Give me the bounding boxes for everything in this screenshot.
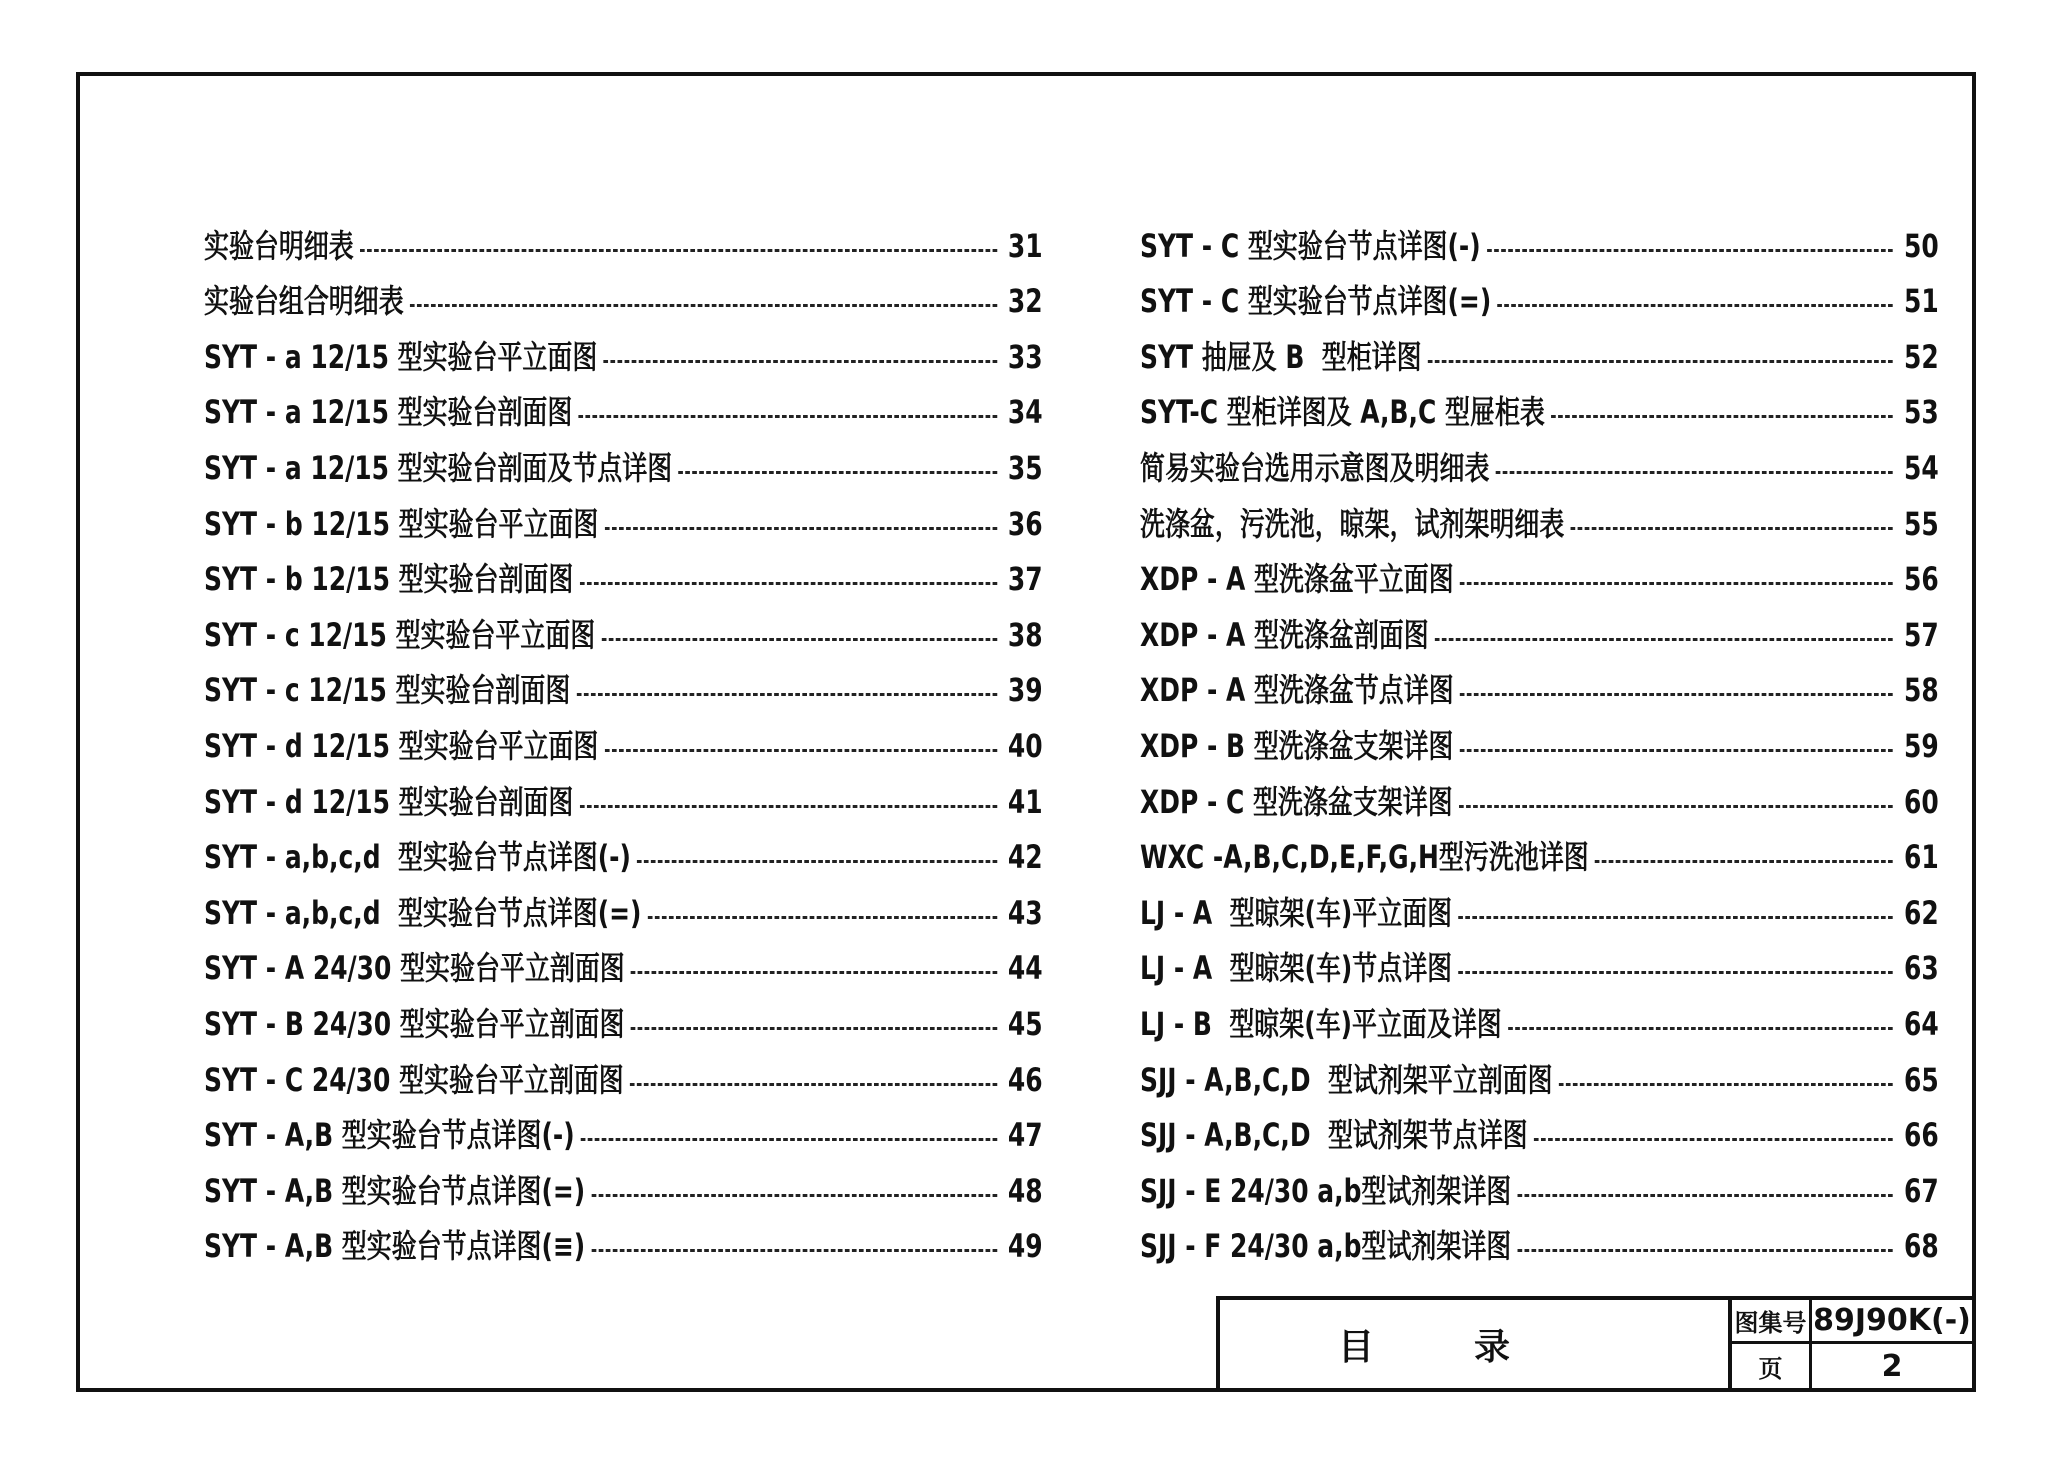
toc-entry-page: 53 [1903, 393, 1939, 432]
toc-entry-page: 49 [1007, 1227, 1043, 1266]
toc-entry-title: SYT - C 型实验台节点详图(-) [1140, 226, 1481, 265]
toc-entry-title: SYT - a,b,c,d 型实验台节点详图(=) [204, 893, 642, 932]
toc-entry [1140, 1207, 1939, 1266]
toc-entry [1140, 1040, 1939, 1099]
dashed-leader [1551, 415, 1893, 418]
toc-entry-page: 61 [1903, 838, 1939, 877]
toc-entry [204, 651, 1043, 710]
toc-entry-title: SYT - C 型实验台节点详图(=) [1140, 282, 1492, 321]
toc-entry [1140, 706, 1939, 765]
title-block-title: 目录 [1220, 1300, 1732, 1388]
toc-entry-page: 32 [1007, 282, 1043, 321]
toc-entry-title: SYT - a,b,c,d 型实验台节点详图(-) [204, 838, 631, 877]
toc-entry-page: 63 [1903, 949, 1939, 988]
atlas-number-value: 89J90K(-) [1812, 1300, 1972, 1344]
toc-entry-page: 68 [1903, 1227, 1939, 1266]
toc-entry [204, 373, 1043, 432]
toc-entry [204, 762, 1043, 821]
page-number-value: 2 [1881, 1348, 1903, 1384]
toc-entry-page: 59 [1903, 726, 1939, 765]
toc-entry-title: SYT - A,B 型实验台节点详图(≡) [204, 1227, 586, 1266]
dashed-leader [605, 749, 997, 752]
toc-entry-page: 39 [1007, 671, 1043, 710]
toc-entry-title: LJ - B 型晾架(车)平立面及详图 [1140, 1004, 1502, 1043]
toc-entry-page: 67 [1903, 1171, 1939, 1210]
toc-entry-page: 60 [1903, 782, 1939, 821]
toc-entry [204, 984, 1043, 1043]
toc-entry-page: 64 [1903, 1004, 1939, 1043]
toc-entry-page: 42 [1007, 838, 1043, 877]
toc-entry [204, 706, 1043, 765]
toc-entry-page: 34 [1007, 393, 1043, 432]
toc-entry-page: 40 [1007, 726, 1043, 765]
toc-entry [204, 1151, 1043, 1210]
toc-entry-page: 50 [1903, 226, 1939, 265]
toc-entry-page: 45 [1007, 1004, 1043, 1043]
toc-entry-title: XDP - A 型洗涤盆节点详图 [1140, 671, 1454, 710]
toc-entry [204, 262, 1043, 321]
toc-entry-title: 洗涤盆，污洗池，晾架，试剂架明细表 [1140, 504, 1565, 543]
toc-entry [1140, 984, 1939, 1043]
dashed-leader [631, 1027, 997, 1030]
dashed-leader [1518, 1249, 1894, 1252]
toc-entry-page: 52 [1903, 337, 1939, 376]
toc-entry-page: 66 [1903, 1116, 1939, 1155]
toc-entry [1140, 929, 1939, 988]
toc-entry [204, 1040, 1043, 1099]
dashed-leader [1487, 249, 1893, 252]
toc-entry-page: 37 [1007, 560, 1043, 599]
toc-entry-title: SJJ - F 24/30 a,b型试剂架详图 [1140, 1227, 1512, 1266]
dashed-leader [580, 582, 997, 585]
toc-entry-title: XDP - A 型洗涤盆剖面图 [1140, 615, 1429, 654]
toc-entry-title: SYT - A 24/30 型实验台平立剖面图 [204, 949, 625, 988]
toc-entry-title: SYT - C 24/30 型实验台平立剖面图 [204, 1060, 624, 1099]
toc-entry-page: 62 [1903, 893, 1939, 932]
dashed-leader [648, 916, 997, 919]
dashed-leader [1460, 582, 1893, 585]
toc-entry [204, 428, 1043, 487]
toc-entry-page: 36 [1007, 504, 1043, 543]
toc-entry [204, 929, 1043, 988]
dashed-leader [631, 971, 997, 974]
toc-entry-page: 41 [1007, 782, 1043, 821]
toc-entry-page: 56 [1903, 560, 1939, 599]
dashed-leader [1518, 1194, 1894, 1197]
toc-entry-title: XDP - B 型洗涤盆支架详图 [1140, 726, 1454, 765]
dashed-leader [1460, 749, 1893, 752]
toc-right-column [1140, 206, 1940, 1266]
toc-entry [1140, 428, 1939, 487]
toc-entry [204, 595, 1043, 654]
toc-entry-page: 35 [1007, 448, 1043, 487]
dashed-leader [360, 249, 997, 252]
toc-entry-title: SJJ - E 24/30 a,b型试剂架详图 [1140, 1171, 1512, 1210]
toc-entry [1140, 1151, 1939, 1210]
dashed-leader [604, 360, 997, 363]
toc-entry-page: 44 [1007, 949, 1043, 988]
toc-entry-page: 33 [1007, 337, 1043, 376]
dashed-leader [1534, 1138, 1893, 1141]
dashed-leader [591, 1194, 997, 1197]
toc-entry [204, 317, 1043, 376]
toc-entry-page: 46 [1007, 1060, 1043, 1099]
dashed-leader [1459, 805, 1893, 808]
page-label: 页 [1732, 1344, 1812, 1388]
toc-entry [204, 1207, 1043, 1266]
toc-entry [204, 206, 1043, 265]
toc-entry-title: 实验台明细表 [204, 226, 354, 265]
toc-entry [204, 873, 1043, 932]
dashed-leader [1559, 1083, 1893, 1086]
toc-entry [204, 818, 1043, 877]
toc-entry [1140, 762, 1939, 821]
toc-entry-title: SYT - A,B 型实验台节点详图(=) [204, 1171, 586, 1210]
toc-entry-page: 31 [1007, 226, 1043, 265]
dashed-leader [637, 860, 997, 863]
toc-entry-title: SYT - d 12/15 型实验台剖面图 [204, 782, 574, 821]
toc-entry-page: 51 [1903, 282, 1939, 321]
toc-entry [1140, 373, 1939, 432]
toc-entry-title: XDP - A 型洗涤盆平立面图 [1140, 560, 1454, 599]
toc-entry [1140, 317, 1939, 376]
toc-entry [1140, 595, 1939, 654]
toc-entry-title: SYT-C 型柜详图及 A,B,C 型屉柜表 [1140, 393, 1545, 432]
dashed-leader [580, 805, 997, 808]
dashed-leader [577, 693, 997, 696]
toc-entry-title: SYT - b 12/15 型实验台平立面图 [204, 504, 599, 543]
atlas-number-label: 图集号 [1732, 1300, 1812, 1344]
toc-entry-title: WXC -A,B,C,D,E,F,G,H型污洗池详图 [1140, 838, 1589, 877]
toc-entry-page: 65 [1903, 1060, 1939, 1099]
dashed-leader [1460, 693, 1893, 696]
toc-left-column [204, 206, 1044, 1266]
toc-entry-title: LJ - A 型晾架(车)平立面图 [1140, 893, 1453, 932]
dashed-leader [579, 415, 997, 418]
toc-entry-title: SYT - b 12/15 型实验台剖面图 [204, 560, 574, 599]
toc-entry-title: 简易实验台选用示意图及明细表 [1140, 448, 1490, 487]
toc-entry-title: SYT - B 24/30 型实验台平立剖面图 [204, 1004, 625, 1043]
toc-entry [1140, 1096, 1939, 1155]
toc-entry-page: 58 [1903, 671, 1939, 710]
dashed-leader [602, 638, 997, 641]
dashed-leader [581, 1138, 997, 1141]
toc-entry-title: 实验台组合明细表 [204, 282, 404, 321]
toc-entry [204, 540, 1043, 599]
dashed-leader [410, 304, 997, 307]
toc-entry [204, 1096, 1043, 1155]
toc-entry-page: 54 [1903, 448, 1939, 487]
toc-entry-title: SYT - c 12/15 型实验台剖面图 [204, 671, 571, 710]
dashed-leader [630, 1083, 997, 1086]
toc-entry-page: 38 [1007, 615, 1043, 654]
toc-entry-title: SJJ - A,B,C,D 型试剂架节点详图 [1140, 1116, 1528, 1155]
dashed-leader [591, 1249, 997, 1252]
dashed-leader [1571, 527, 1893, 530]
toc-entry-title: SYT 抽屉及 B 型柜详图 [1140, 337, 1422, 376]
dashed-leader [605, 527, 997, 530]
toc-entry-title: XDP - C 型洗涤盆支架详图 [1140, 782, 1453, 821]
dashed-leader [1595, 860, 1893, 863]
toc-entry-title: SJJ - A,B,C,D 型试剂架平立剖面图 [1140, 1060, 1553, 1099]
drawing-sheet [76, 72, 1976, 1392]
toc-entry [1140, 540, 1939, 599]
toc-entry-title: LJ - A 型晾架(车)节点详图 [1140, 949, 1453, 988]
toc-entry [1140, 484, 1939, 543]
dashed-leader [1428, 360, 1893, 363]
toc-entry-title: SYT - a 12/15 型实验台平立面图 [204, 337, 598, 376]
dashed-leader [678, 471, 997, 474]
dashed-leader [1508, 1027, 1893, 1030]
dashed-leader [1497, 304, 1893, 307]
toc-entry [1140, 873, 1939, 932]
toc-entry [204, 484, 1043, 543]
toc-entry-page: 57 [1903, 615, 1939, 654]
dashed-leader [1458, 916, 1893, 919]
toc-entry [1140, 262, 1939, 321]
toc-entry-page: 43 [1007, 893, 1043, 932]
toc-entry-title: SYT - a 12/15 型实验台剖面及节点详图 [204, 448, 673, 487]
toc-entry [1140, 651, 1939, 710]
toc-entry-title: SYT - a 12/15 型实验台剖面图 [204, 393, 573, 432]
toc-entry-page: 47 [1007, 1116, 1043, 1155]
toc-entry-page: 48 [1007, 1171, 1043, 1210]
dashed-leader [1496, 471, 1893, 474]
toc-entry [1140, 206, 1939, 265]
dashed-leader [1458, 971, 1893, 974]
toc-entry [1140, 818, 1939, 877]
toc-entry-page: 55 [1903, 504, 1939, 543]
toc-entry-title: SYT - A,B 型实验台节点详图(-) [204, 1116, 575, 1155]
toc-entry-title: SYT - d 12/15 型实验台平立面图 [204, 726, 599, 765]
dashed-leader [1435, 638, 1893, 641]
title-block [1216, 1296, 1976, 1392]
toc-entry-title: SYT - c 12/15 型实验台平立面图 [204, 615, 596, 654]
